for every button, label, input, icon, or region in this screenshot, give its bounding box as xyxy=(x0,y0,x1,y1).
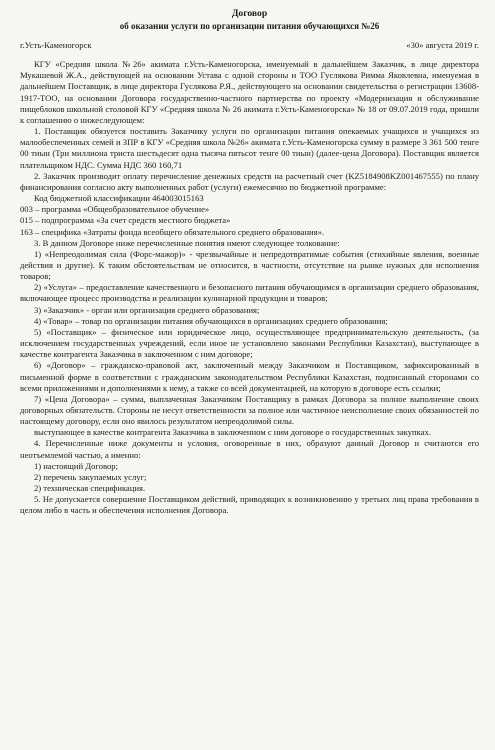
list-item-2: 2) перечень закупаемых услуг; xyxy=(34,471,147,482)
list-item-1: 1) настоящий Договор; xyxy=(34,460,118,471)
intro-paragraph: КГУ «Средняя школа №26» акимата г.Усть-Каменогорска, именуемый в дальнейшем Заказчик, в лице директора Мукашевой Ж.А., действующей на основании Устава с одной стороны и ТОО Гуслякова Римма Яковлевна, именуемая в дальнейшем Поставщик, в лице директора Гуслякова Р.Я., действующего на основании свидетельства о регистрации 13608-1917-ТОО, на основании Договора государственно-частного партнерства по проекту «Модернизация и обслуживание пищеблоков школьной столовой КГУ «Средняя школа № 26 акимата г.Усть-Каменогорска» № 18 от 09.07.2019 года, пришли к соглашению о нижеследующем: xyxy=(20,59,479,125)
budget-code: Код бюджетной классификации 464003015163 xyxy=(34,193,204,204)
contract-date: «30» августа 2019 г. xyxy=(406,40,479,50)
city: г.Усть-Каменогорск xyxy=(20,40,92,50)
document-subtitle: об оказании услуги по организации питания обучающихся №26 xyxy=(119,21,380,31)
definition-3: 3) «Заказчик» - орган или организация среднего образования; xyxy=(34,304,260,315)
clause-2: 2. Заказчик производит оплату перечисление денежных средств на расчетный счет (KZ5184908KZ001467555) по плану финансирования согласно акту выполненных работ (услуги) ежемесячно по бюджетной программе: xyxy=(20,170,479,192)
definition-4: 4) «Товар» – товар по организации питания обучающихся в организациях среднего образования; xyxy=(34,315,388,326)
definition-5: 5) «Поставщик» – физическое или юридическое лицо, осуществляющее предпринимательскую деятельность, (за исключением государственных учреждений, если иное не установлено законами Республики Казахстан), выступающее в качестве контрагента Заказчика в заключенном с ним договоре; xyxy=(20,326,479,360)
list-item-3: 2) техническая спецификация. xyxy=(34,483,146,494)
clause-3: 3. В данном Договоре ниже перечисленные понятия имеют следующее толкование: xyxy=(34,237,340,248)
definition-2: 2) «Услуга» – предоставление качественного и безопасного питания обучающимся в организации среднего образования, включающее процесс производства и реализации кулинарной продукции и товаров; xyxy=(20,282,479,304)
clause-1: 1. Поставщик обязуется поставить Заказчику услуги по организации питания опекаемых учащихся и учащихся из малообеспеченных семей и ЗПР в КГУ «Средняя школа №26» акимата г.Усть-Каменогорска сумму в размере 3 361 500 тенге 00 тиын (Три миллиона триста шестьдесят одна тысяча пятьсот тенге 00 тиын) (далее-цена Договора). Поставщик является плательщиком НДС. Сумма НДС 360 160,71 xyxy=(20,126,479,170)
program-163: 163 – специфика «Затраты фонда всеобщего обязательного среднего образования». xyxy=(20,226,325,237)
program-015: 015 – подпрограмма «За счет средств местного бюджета» xyxy=(20,215,231,226)
city-date-row xyxy=(20,40,479,51)
definition-1: 1) «Непреодолимая сила (Форс-мажор)» - чрезвычайные и непредотвратимые события (стихийные явления, военные действия и другие). К таким обстоятельствам не относится, в частности, отсутствие на рынке нужных для исполнения товаров; xyxy=(20,248,479,282)
definition-8: выступающее в качестве контрагента Заказчика в заключенном с ним договоре о государственных закупках. xyxy=(34,427,431,438)
clause-4: 4. Перечисленные ниже документы и условия, оговоренные в них, образуют данный Договор и считаются его неотъемлемой частью, а именно: xyxy=(20,438,479,460)
clause-5: 5. Не допускается совершение Поставщиком действий, приводящих к возникновению у третьих лиц права требования в целом либо в часть и обеспечения исполнения Договора. xyxy=(20,494,479,516)
document-title: Договор xyxy=(231,8,268,19)
definition-6: 6) «Договор» – гражданско-правовой акт, заключенный между Заказчиком и Поставщиком, зафиксированный в письменной форме в соответствии с гражданским законодательством Республики Казахстан, подписанный сторонами со всеми приложениями и дополнениями к нему, а также со всей документацией, на которую в договоре есть ссылки; xyxy=(20,360,479,393)
program-003: 003 – программа «Общеобразовательное обучение» xyxy=(20,204,210,215)
definition-7: 7) «Цена Договора» – сумма, выплаченная Заказчиком Поставщику в рамках Договора за полное выполнение своих договорных обязательств. Стороны не несут ответственности за полное или частичное неисполнение своих обязанностей по настоящему договору, если оно явилось результатом непреодолимой силы. xyxy=(20,393,479,427)
